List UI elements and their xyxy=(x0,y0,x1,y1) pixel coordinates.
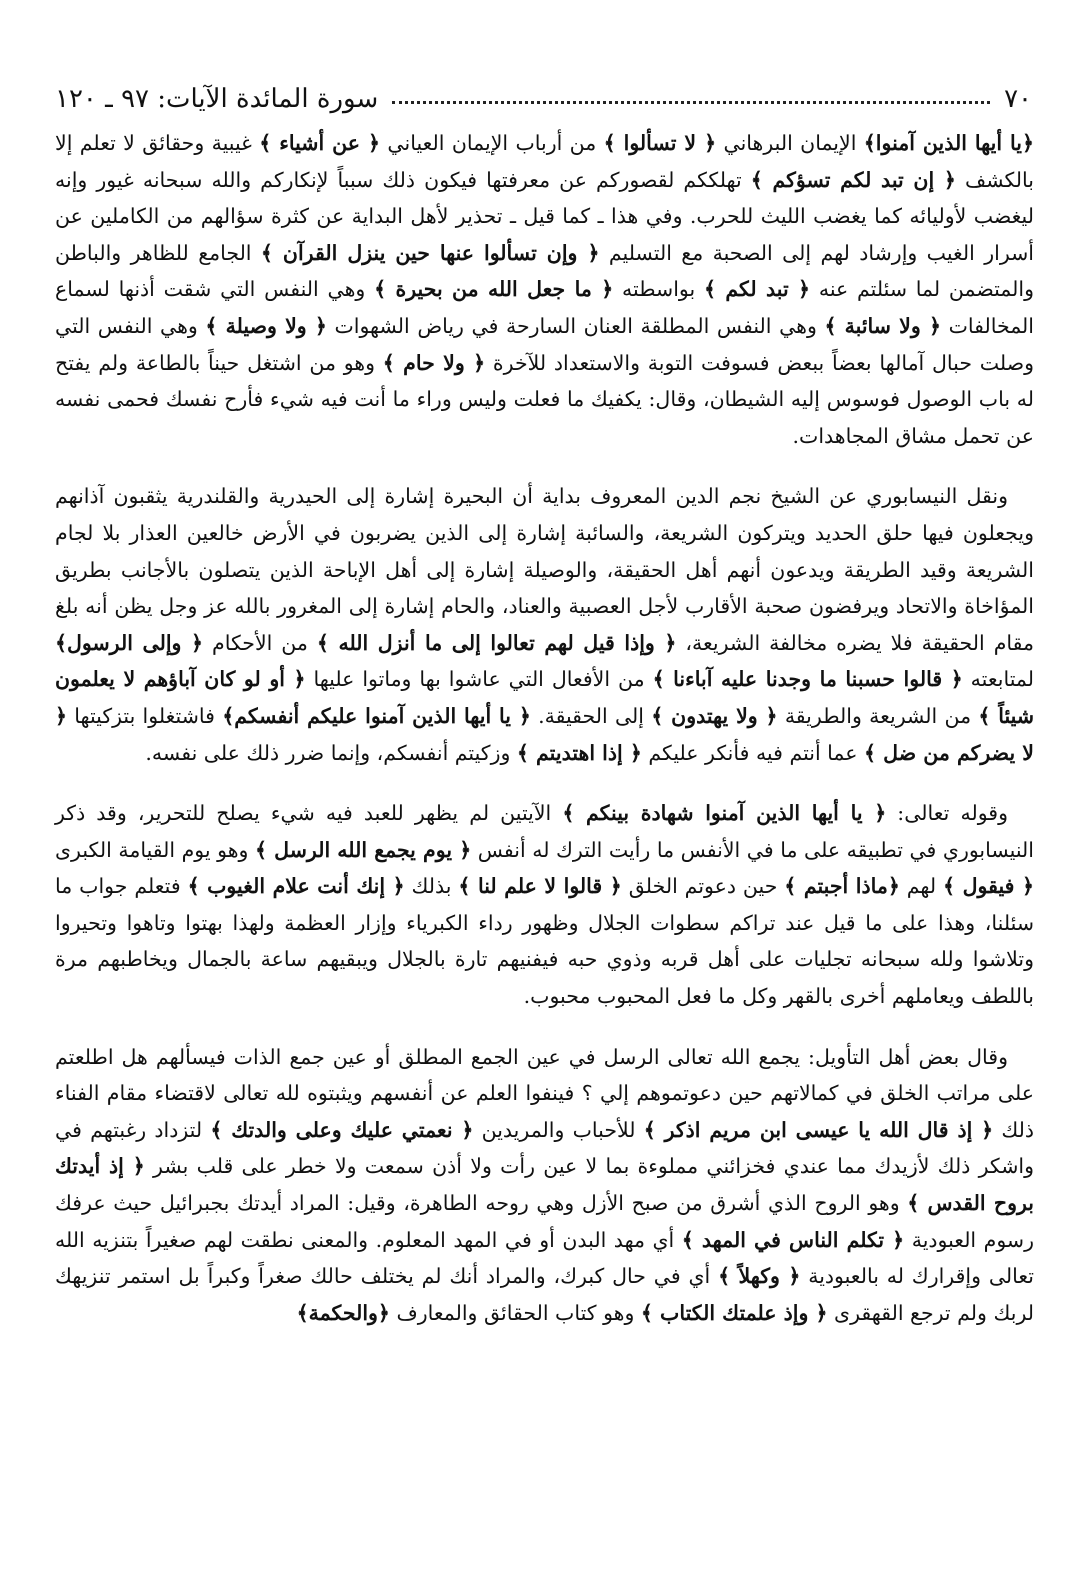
quran-quote: ﴿ وإن تسألوا عنها حين ينزل القرآن ﴾ xyxy=(260,240,600,265)
commentary-text: وزكيتم أنفسكم، وإنما ضرر ذلك على نفسه. xyxy=(145,740,517,765)
quran-quote: ﴿ تبد لكم ﴾ xyxy=(703,277,811,302)
quran-quote: ﴿ قالوا حسبنا ما وجدنا عليه آباءنا ﴾ xyxy=(652,667,963,692)
commentary-text: تهلككم لقصوركم عن معرفتها فيكون ذلك سبباً لإنكاركم والله سبحانه غيور وإنه ليغضب لأوليائه كما يغضب الليث للحرب. وفي هذا ـ كما قيل ـ تحذير لأهل البداية عن كثرة سؤالهم من الكاملين عن أسرار الغيب وإرشاد لهم إلى الصحبة مع التسليم xyxy=(55,167,1034,265)
commentary-text: وهو من اشتغل حيناً بالطاعة ولم يفتح له باب الوصول فوسوس إليه الشيطان، وقال: يكفيك ما فعلت وليس وراء ما أنت فيه شيء فأرح نفسك فحمى نفسه عن تحمل مشاق المجاهدات. xyxy=(55,350,1034,448)
commentary-text: بواسطته xyxy=(613,277,704,302)
commentary-text: وقوله تعالى: xyxy=(886,801,1008,826)
quran-quote: ﴿ ولا يهتدون ﴾ xyxy=(651,703,778,728)
commentary-text: الجامع للظاهر والباطن والمتضمن لما سئلتم عنه xyxy=(55,240,1035,302)
quran-quote: ﴿ إذ قال الله يا عيسى ابن مريم اذكر ﴾ xyxy=(643,1117,994,1142)
quran-quote: ﴿ ولا سائبة ﴾ xyxy=(824,313,941,338)
commentary-text: وهي النفس التي وصلت حبال آمالها بعضاً ببعض فسوفت التوبة والاستعداد للآخرة xyxy=(55,313,1035,375)
quran-quote: ﴿ نعمتي عليك وعلى والدتك ﴾ xyxy=(210,1117,474,1142)
quran-quote: ﴿ فيقول ﴾ xyxy=(943,874,1034,899)
quran-quote: ﴿ إذا اهتديتم ﴾ xyxy=(516,740,642,765)
quran-quote: ﴿ يا أيها الذين آمنوا شهادة بينكم ﴾ xyxy=(562,801,887,826)
quran-quote: ﴿ماذا أجبتم ﴾ xyxy=(784,874,900,899)
quran-quote: ﴿والحكمة﴾ xyxy=(296,1300,390,1325)
quran-quote: ﴿ ما جعل الله من بحيرة ﴾ xyxy=(374,277,614,302)
quran-quote: ﴿يا أيها الذين آمنوا﴾ xyxy=(863,131,1034,155)
commentary-text: وقال بعض أهل التأويل: يجمع الله تعالى الرسل في عين الجمع المطلق أو عين جمع الذات فيسألهم هل اطلعتم على مراتب الخلق في كمالاتهم حين دعوتموهم إلي ؟ فينفوا العلم عن أنفسهم ويثبتوه لله تعالى لاقتضاء مقام الفناء ذلك xyxy=(55,1044,1035,1142)
quran-quote: ﴿ وإذ علمتك الكتاب ﴾ xyxy=(640,1300,828,1325)
commentary-text: وهو كتاب الحقائق والمعارف xyxy=(389,1300,641,1325)
commentary-text: لمتابعته xyxy=(962,667,1034,692)
quran-quote: ﴿ تكلم الناس في المهد ﴾ xyxy=(681,1227,905,1252)
quran-quote: ﴿ إذ أيدتك بروح القدس ﴾ xyxy=(55,1154,1034,1216)
quran-quote: ﴿ وإلى الرسول﴾ xyxy=(55,630,204,655)
quran-quote: ﴿ وإذا قيل لهم تعالوا إلى ما أنزل الله ﴾ xyxy=(316,630,677,655)
quran-quote: ﴿ أو لو كان آباؤهم لا يعلمون شيئاً ﴾ xyxy=(55,667,1035,728)
quran-quote: ﴿ ولا حام ﴾ xyxy=(382,350,486,375)
page-number: ٧٠ xyxy=(1004,84,1032,114)
commentary-text: فاشتغلوا بتزكيتها xyxy=(67,703,223,728)
quran-quote: ﴿ لا تسألوا ﴾ xyxy=(603,131,717,155)
commentary-text: أي مهد البدن أو في المهد المعلوم. والمعنى نطقت لهم صغيراً بتنزيه الله تعالى وإقرارك له بالعبودية xyxy=(55,1227,1035,1289)
commentary-text: من الأحكام xyxy=(203,630,317,655)
commentary-text: أي في حال كبرك، والمراد أنك لم يختلف حالك صغراً وكبراً بل استمر تنزيهك لربك ولم ترجع القهقرى xyxy=(55,1264,1034,1325)
body-text xyxy=(55,125,1034,1355)
commentary-text: عما أنتم فيه فأنكر عليكم xyxy=(641,740,865,765)
commentary-text: للأحباب والمريدين xyxy=(473,1117,644,1142)
commentary-text: الإيمان البرهاني xyxy=(716,131,864,155)
commentary-text: غيبية وحقائق لا تعلم إلا بالكشف xyxy=(55,131,1035,192)
commentary-text: وهو الروح الذي أشرق من صبح الأزل وهي روحه الطاهرة، وقيل: المراد أيدتك بجبرائيل حيث عرفك رسوم العبودية xyxy=(55,1191,1034,1252)
commentary-text: من أرباب الإيمان العياني xyxy=(380,131,604,155)
commentary-text: وهو يوم القيامة الكبرى xyxy=(55,837,255,862)
dotted-leader xyxy=(392,101,990,104)
quran-quote: ﴿ لا يضركم من ضل ﴾ xyxy=(55,703,1034,765)
commentary-text: من الشريعة والطريقة xyxy=(777,703,979,728)
commentary-text: الآيتين لم يظهر للعبد فيه شيء يصلح للتحرير، وقد ذكر النيسابوري في تطبيقه على ما في الأنفس ما رأيت الترك له أنفس xyxy=(55,801,1034,862)
commentary-text: بذلك xyxy=(404,874,459,899)
quran-quote: ﴿ إنك أنت علام الغيوب ﴾ xyxy=(187,874,405,899)
quran-quote: ﴿ يا أيها الذين آمنوا عليكم أنفسكم﴾ xyxy=(222,703,531,728)
page-header xyxy=(55,70,1032,114)
running-title: سورة المائدة الآيات: ٩٧ ـ ١٢٠ xyxy=(55,84,379,114)
quran-quote: ﴿ ولا وصيلة ﴾ xyxy=(205,313,327,338)
quran-quote: ﴿ يوم يجمع الله الرسل ﴾ xyxy=(255,837,472,862)
commentary-text: لتزداد رغبتهم في واشكر ذلك لأزيدك مما عندي فخزائني مملوءة بما لا عين رأت ولا أذن سمعت ولا خطر على قلب بشر xyxy=(55,1117,1034,1179)
commentary-text: حين دعوتم الخلق xyxy=(621,874,785,899)
commentary-text: من الأفعال التي عاشوا بها وماتوا عليها xyxy=(305,667,653,692)
commentary-text: إلى الحقيقة. xyxy=(530,703,652,728)
paragraph xyxy=(55,478,1034,771)
paragraph xyxy=(55,1039,1034,1332)
paragraph xyxy=(55,125,1034,454)
quran-quote: ﴿ إن تبد لكم تسؤكم ﴾ xyxy=(750,167,956,192)
quran-quote: ﴿ وكهلاً ﴾ xyxy=(718,1264,801,1289)
commentary-text: وهي النفس التي شقت أذنها لسماع المخالفات xyxy=(55,277,1034,338)
commentary-text: ونقل النيسابوري عن الشيخ نجم الدين المعروف بداية أن البحيرة إشارة إلى الحيدرية والقلندرية يثقبون آذانهم ويجعلون فيها حلق الحديد ويتركون الشريعة، والسائبة إشارة إلى الذين يضربون في الأرض خالعين العذار بلا لجام الشريعة وقيد الطريقة ويدعون أنهم أهل الحقيقة، والوصيلة إشارة إلى أهل الإباحة الذين يتصلون بالأجانب بطريق المؤاخاة والاتحاد ويرفضون صحبة الأقارب لأجل العصبية والعناد، والحام إشارة إلى المغرور بالله عز وجل يظن أنه بلغ مقام الحقيقة فلا يضره مخالفة الشريعة، xyxy=(55,484,1034,655)
commentary-text: وهي النفس المطلقة العنان السارحة في رياض الشهوات xyxy=(326,313,825,338)
commentary-text: لهم xyxy=(899,874,944,899)
paragraph xyxy=(55,795,1034,1015)
quran-quote: ﴿ قالوا لا علم لنا ﴾ xyxy=(458,874,622,899)
commentary-text: فتعلم جواب ما سئلنا، وهذا على ما قيل عند تراكم سطوات الجلال وظهور رداء الكبرياء وإزار العظمة ولهذا بهتوا وتاهوا وتحيروا وتلاشوا ولله سبحانه تجليات على أهل قربه وذوي حبه فيفنيهم تارة بالجلال ويبقيهم ساعة بالجمال ويخاطبهم مرة باللطف ويعاملهم أخرى بالقهر وكل ما فعل المحبوب محبوب. xyxy=(55,874,1034,1009)
quran-quote: ﴿ عن أشياء ﴾ xyxy=(259,131,381,155)
